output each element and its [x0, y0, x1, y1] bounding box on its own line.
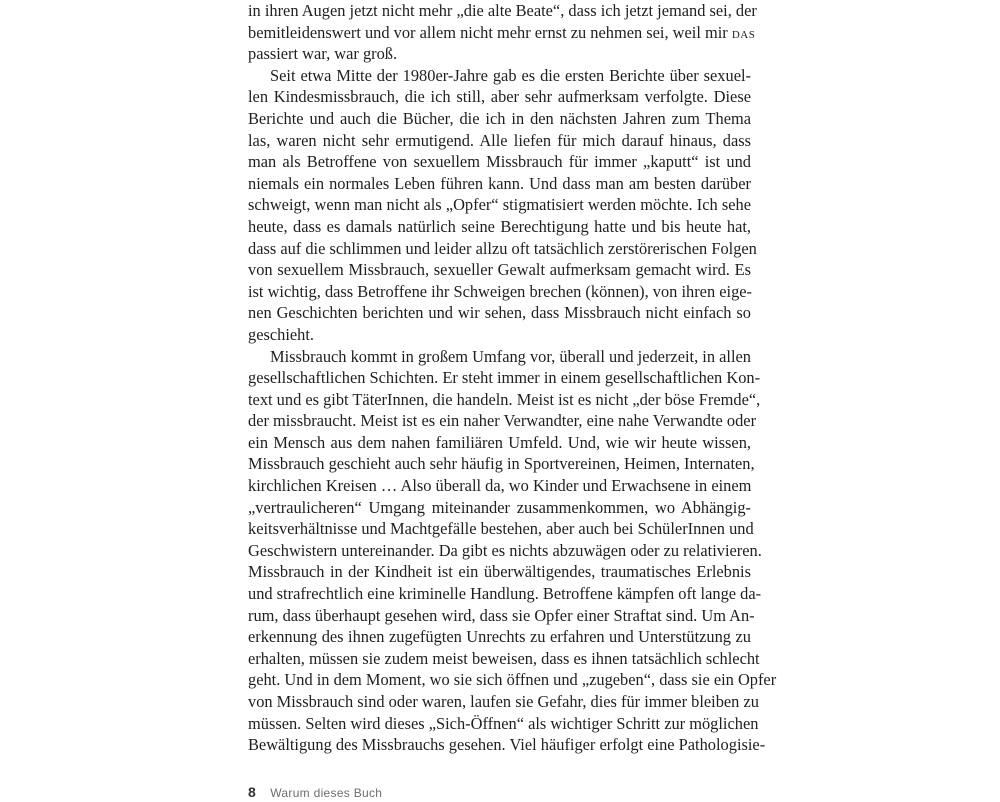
text-line: las, waren nicht sehr ermutigend. Alle liefen für mich darauf hinaus, dass: [248, 130, 751, 150]
paragraph-2: [248, 65, 757, 346]
text-line: Missbrauch geschieht auch sehr häufig in Sportvereinen, Heimen, Internaten,: [248, 454, 755, 474]
text-line: rum, dass überhaupt gesehen wird, dass sie Opfer einer Straftat sind. Um An-: [248, 605, 755, 625]
text-line: und strafrechtlich eine kriminelle Handlung. Betroffene kämpfen oft lange da-: [248, 584, 762, 604]
text-line: Bewältigung des Missbrauchs gesehen. Viel häufiger erfolgt eine Pathologisie-: [248, 735, 766, 755]
text-line: man als Betroffene von sexuellem Missbrauch für immer „kaputt“ ist und: [248, 152, 751, 172]
text-line: [248, 22, 756, 44]
page-number: 8: [248, 784, 256, 800]
text-line: Seit etwa Mitte der 1980er-Jahre gab es die ersten Berichte über sexuel-: [270, 65, 751, 85]
text-line: Berichte und auch die Bücher, die ich in den nächsten Jahren zum Thema: [248, 108, 751, 128]
text-line: Geschwistern untereinander. Da gibt es nichts abzuwägen oder zu relativieren.: [248, 540, 762, 560]
text-line: gesellschaftlichen Schichten. Er steht immer in einem gesellschaftlichen Kon-: [248, 368, 761, 388]
text-line: len Kindesmissbrauch, die ich still, aber sehr aufmerksam verfolgte. Diese: [248, 87, 751, 107]
text-line: ein Mensch aus dem nahen familiären Umfeld. Und, wie wir heute wissen,: [248, 432, 751, 452]
text-line-part: bemitleidenswert und vor allem nicht mehr ernst zu nehmen sei, weil mir: [248, 22, 728, 42]
text-line: passiert war, war groß.: [248, 44, 398, 64]
text-line: Missbrauch in der Kindheit ist ein überwältigendes, traumatisches Erlebnis: [248, 562, 751, 582]
text-line: niemals ein normales Leben führen kann. Und dass man am besten darüber: [248, 173, 751, 193]
text-line: erhalten, müssen sie zudem meist beweisen, dass es ihnen tatsächlich schlecht: [248, 648, 760, 668]
text-line: „vertraulicheren“ Umgang miteinander zusammenkommen, wo Abhängig-: [248, 497, 751, 517]
text-line: von sexuellem Missbrauch, sexueller Gewalt aufmerksam gemacht wird. Es: [248, 260, 751, 280]
text-line: geht. Und in dem Moment, wo sie sich öffnen und „zugeben“, dass sie ein Opfer: [248, 670, 777, 690]
text-line: geschieht.: [248, 324, 314, 344]
book-page-text: [248, 0, 777, 756]
page-footer: [248, 784, 382, 802]
text-line: heute, dass es damals natürlich seine Berechtigung hatte und bis heute hat,: [248, 216, 751, 236]
text-line: in ihren Augen jetzt nicht mehr „die alte Beate“, dass ich jetzt jemand sei, der: [248, 1, 757, 20]
paragraph-1: [248, 0, 757, 65]
text-line: dass auf die schlimmen und leider allzu oft tatsächlich zerstörerischen Folgen: [248, 238, 757, 258]
text-line: der missbraucht. Meist ist es ein naher Verwandter, eine nahe Verwandte oder: [248, 411, 757, 431]
running-title: Warum dieses Buch: [270, 786, 383, 800]
text-line: kirchlichen Kreisen … Also überall da, wo Kinder und Erwachsene in einem: [248, 476, 752, 496]
text-line: ist wichtig, dass Betroffene ihr Schweigen brechen (können), von ihren eige-: [248, 281, 753, 301]
text-line: nen Geschichten berichten und wir sehen, dass Missbrauch nicht einfach so: [248, 303, 751, 323]
text-line: müssen. Selten wird dieses „Sich-Öffnen“ als wichtiger Schritt zur möglichen: [248, 713, 759, 733]
small-caps-word: das: [731, 22, 756, 42]
text-line: text und es gibt TäterInnen, die handeln. Meist ist es nicht „der böse Fremde“,: [248, 389, 761, 409]
text-line: von Missbrauch sind oder waren, laufen sie Gefahr, dies für immer bleiben zu: [248, 692, 759, 711]
text-line: schweigt, wenn man nicht als „Opfer“ stigmatisiert werden möchte. Ich sehe: [248, 195, 751, 215]
text-line: keitsverhältnisse und Machtgefälle bestehen, aber auch bei SchülerInnen und: [248, 519, 754, 539]
paragraph-3: [248, 346, 777, 756]
text-line: erkennung des ihnen zugefügten Unrechts zu erfahren und Unterstützung zu: [248, 627, 751, 647]
text-line: Missbrauch kommt in großem Umfang vor, überall und jederzeit, in allen: [270, 346, 751, 366]
